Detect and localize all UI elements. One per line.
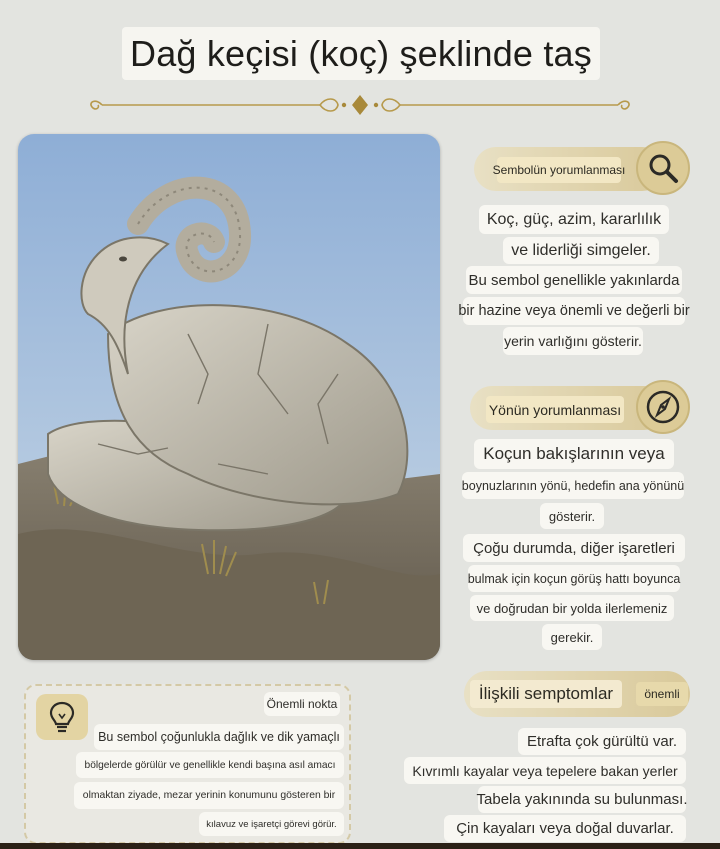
- direction-line-4: Çoğu durumda, diğer işaretleri: [463, 534, 685, 562]
- symbol-line-4: bir hazine veya önemli ve değerli bir: [463, 297, 685, 325]
- symptom-line-3: Tabela yakınında su bulunması.: [478, 786, 686, 813]
- note-line-4: kılavuz ve işaretçi görevi görür.: [199, 812, 344, 836]
- direction-header: Yönün yorumlanması: [486, 396, 624, 423]
- ornament-divider: [80, 92, 640, 118]
- direction-line-2: boynuzlarının yönü, hedefin ana yönünü: [462, 472, 684, 499]
- ram-rock-photo: [18, 134, 440, 660]
- symptom-line-2: Kıvrımlı kayalar veya tepelere bakan yerler: [404, 757, 686, 784]
- direction-line-7: gerekir.: [542, 624, 602, 650]
- note-header: Önemli nokta: [264, 692, 340, 716]
- bottom-edge: [0, 843, 720, 849]
- lightbulb-icon: [36, 694, 88, 740]
- direction-line-1: Koçun bakışlarının veya: [474, 439, 674, 469]
- direction-line-3: gösterir.: [540, 503, 604, 529]
- important-badge: önemli: [636, 682, 688, 706]
- note-line-3: olmaktan ziyade, mezar yerinin konumunu gösteren bir: [74, 782, 344, 809]
- symbol-line-5: yerin varlığını gösterir.: [503, 327, 643, 355]
- note-line-1: Bu sembol çoğunlukla dağlık ve dik yamaçlı: [94, 724, 344, 750]
- symptoms-header: İlişkili semptomlar: [470, 680, 622, 708]
- symptom-line-1: Etrafta çok gürültü var.: [518, 728, 686, 755]
- direction-line-6: ve doğrudan bir yolda ilerlemeniz: [470, 595, 674, 621]
- symbol-line-1: Koç, güç, azim, kararlılık: [479, 205, 669, 234]
- magnifier-icon: [636, 141, 690, 195]
- note-line-2: bölgelerde görülür ve genellikle kendi başına asıl amacı: [76, 752, 344, 778]
- symbol-header: Sembolün yorumlanması: [497, 157, 621, 183]
- symbol-line-2: ve liderliği simgeler.: [503, 237, 659, 264]
- page-title: Dağ keçisi (koç) şeklinde taş: [122, 27, 600, 80]
- direction-line-5: bulmak için koçun görüş hattı boyunca: [468, 565, 680, 592]
- symbol-line-3: Bu sembol genellikle yakınlarda: [466, 266, 682, 294]
- compass-icon: [636, 380, 690, 434]
- symptom-line-4: Çin kayaları veya doğal duvarlar.: [444, 815, 686, 842]
